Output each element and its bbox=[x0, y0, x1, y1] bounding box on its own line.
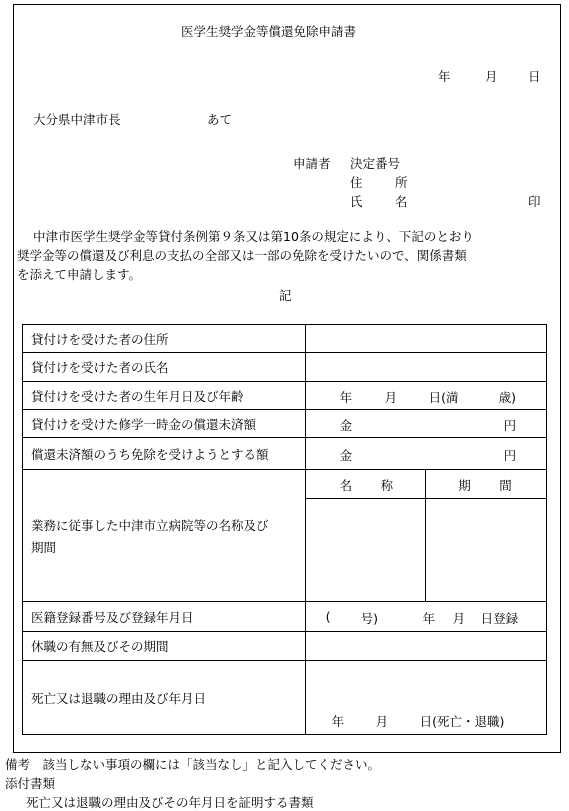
name-label-a: 氏 bbox=[350, 194, 363, 209]
dr-month: 月 bbox=[375, 714, 389, 729]
label-hospital bbox=[23, 470, 306, 602]
form-title: 医学生奨学金等償還免除申請書 bbox=[181, 24, 357, 39]
name-value-cell[interactable] bbox=[305, 353, 546, 382]
header-period-a: 期 bbox=[458, 478, 471, 493]
address-value-cell[interactable] bbox=[305, 325, 546, 353]
attachments-title: 添付書類 bbox=[5, 776, 56, 791]
label-address: 貸付けを受けた者の住所 bbox=[23, 325, 306, 353]
seal-mark: 印 bbox=[528, 194, 541, 209]
label-leave: 休職の有無及びその期間 bbox=[23, 632, 306, 661]
yen-label: 円 bbox=[503, 417, 517, 433]
yen-label: 円 bbox=[503, 447, 517, 463]
birth-month: 月 bbox=[384, 389, 398, 405]
hospital-label-line-2: 期間 bbox=[31, 539, 57, 555]
header-name-b: 称 bbox=[380, 478, 394, 493]
table-row bbox=[23, 353, 547, 382]
unpaid-amount-cell[interactable] bbox=[305, 410, 546, 438]
body-line-3: を添えて申請します。 bbox=[17, 267, 142, 282]
label-unpaid-amount: 貸付けを受けた修学一時金の償還未済額 bbox=[23, 410, 306, 438]
attachments-item: 死亡又は退職の理由及びその年月日を証明する書類 bbox=[26, 795, 314, 810]
addressee-suffix: あて bbox=[207, 112, 233, 127]
applicant-role: 申請者 bbox=[293, 156, 331, 171]
addressee-name: 大分県中津市長 bbox=[33, 112, 121, 127]
hospital-label-line-1: 業務に従事した中津市立病院等の名称及び bbox=[31, 517, 269, 533]
table-row bbox=[23, 410, 547, 438]
dr-day: 日(死亡・退職) bbox=[419, 714, 505, 729]
label-registration: 医籍登録番号及び登録年月日 bbox=[23, 602, 306, 632]
reg-day: 日登録 bbox=[480, 610, 519, 626]
body-line-2: 奨学金等の償還及び利息の支払の全部又は一部の免除を受けたいので、関係書類 bbox=[17, 248, 467, 263]
name-label-b: 名 bbox=[395, 194, 408, 209]
table-row bbox=[23, 325, 547, 353]
body-line-1: 中津市医学生奨学金等貸付条例第９条又は第10条の規定により、下記のとおり bbox=[33, 229, 474, 244]
table-row bbox=[23, 661, 547, 735]
kin-label: 金 bbox=[339, 417, 353, 433]
date-month: 月 bbox=[485, 69, 498, 84]
address-label-a: 住 bbox=[350, 175, 363, 190]
header-period-b: 間 bbox=[499, 478, 512, 493]
table-row bbox=[23, 382, 547, 410]
label-death-retirement: 死亡又は退職の理由及び年月日 bbox=[23, 661, 306, 735]
address-label-b: 所 bbox=[395, 175, 408, 190]
label-birthdate: 貸付けを受けた者の生年月日及び年齢 bbox=[23, 382, 306, 410]
hospital-period-cell[interactable] bbox=[426, 499, 547, 602]
application-table bbox=[22, 324, 547, 735]
birthdate-value-cell[interactable] bbox=[305, 382, 546, 410]
table-row bbox=[23, 470, 547, 499]
birth-year: 年 bbox=[339, 389, 353, 405]
label-name: 貸付けを受けた者の氏名 bbox=[23, 353, 306, 382]
label-exemption-amount: 償還未済額のうち免除を受けようとする額 bbox=[23, 438, 306, 470]
hospital-period-header bbox=[426, 470, 547, 499]
age-suffix: 歳) bbox=[498, 389, 517, 405]
reg-year: 年 bbox=[422, 610, 436, 626]
death-retirement-cell[interactable] bbox=[305, 661, 546, 735]
reg-month: 月 bbox=[452, 610, 466, 626]
birth-day-age: 日(満 bbox=[428, 389, 459, 405]
leave-cell[interactable] bbox=[305, 632, 546, 661]
registration-cell[interactable] bbox=[305, 602, 546, 632]
date-year: 年 bbox=[438, 69, 451, 84]
reg-paren-open: ( bbox=[325, 608, 331, 624]
table-row bbox=[23, 632, 547, 661]
reg-number-suffix: 号) bbox=[360, 610, 379, 626]
decision-number-label: 決定番号 bbox=[350, 156, 401, 171]
remarks-note: 備考 該当しない事項の欄には「該当なし」と記入してください。 bbox=[5, 757, 381, 772]
dr-year: 年 bbox=[331, 714, 345, 729]
date-day: 日 bbox=[528, 69, 541, 84]
table-row bbox=[23, 602, 547, 632]
header-name-a: 名 bbox=[339, 478, 353, 493]
hospital-name-cell[interactable] bbox=[305, 499, 426, 602]
ki-heading: 記 bbox=[279, 288, 292, 303]
exemption-amount-cell[interactable] bbox=[305, 438, 546, 470]
kin-label: 金 bbox=[339, 447, 353, 463]
hospital-name-header bbox=[305, 470, 426, 499]
table-row bbox=[23, 438, 547, 470]
